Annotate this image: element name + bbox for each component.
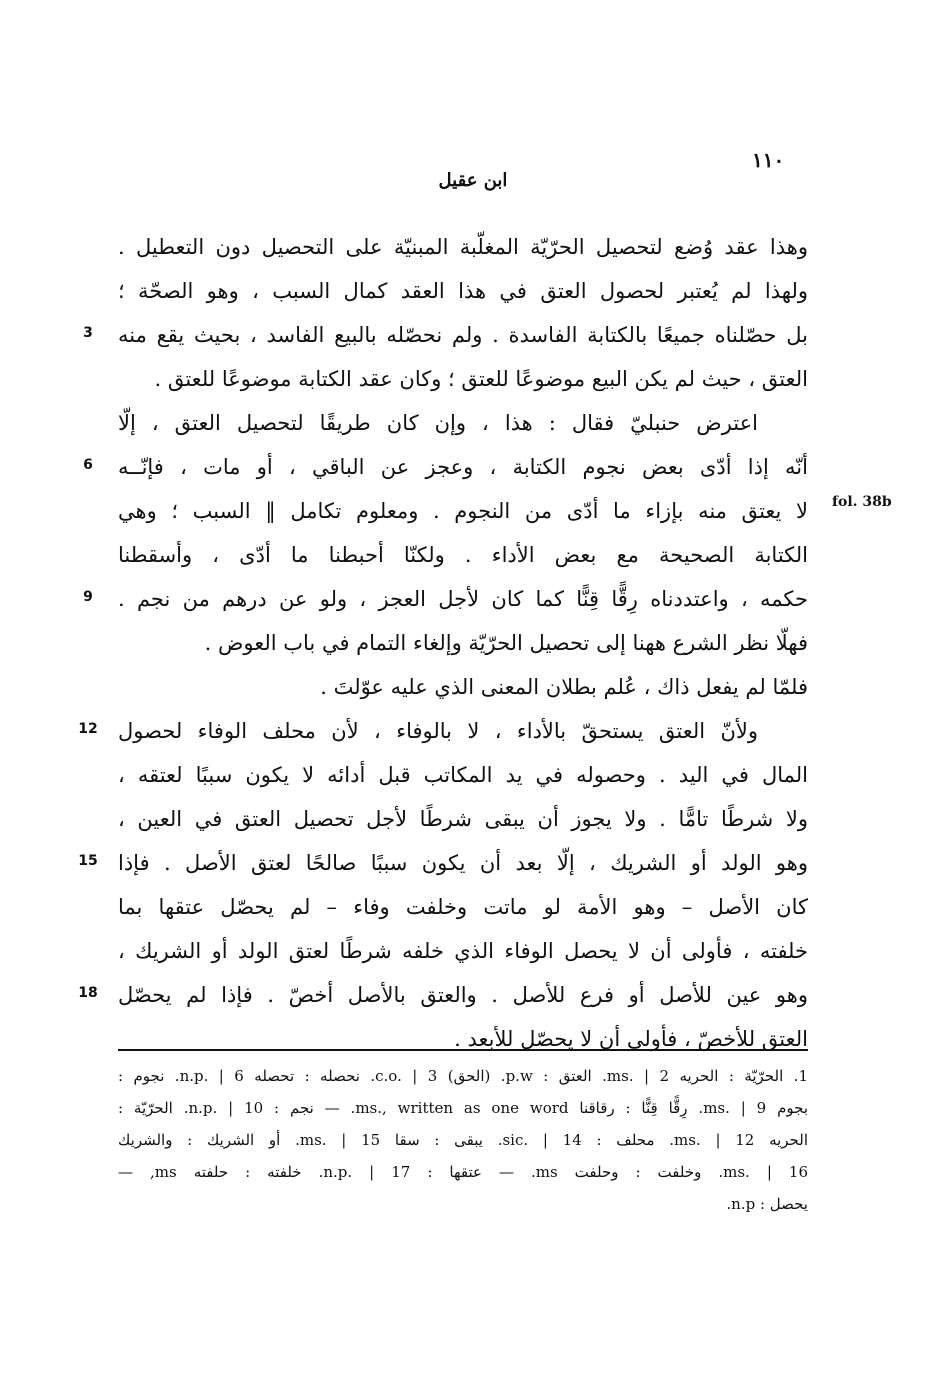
text-line: بل حصّلناه جميعًا بالكتابة الفاسدة . ولم نحصّله بالبيع الفاسد ، بحيث يقع منه (118, 323, 808, 347)
text-line: اعترض حنبليّ فقال : هذا ، وإن كان طريقًا لتحصيل العتق ، إلّا (118, 411, 758, 435)
line-number: 12 (78, 721, 98, 737)
line-number: 3 (83, 325, 93, 341)
text-line: فهلّا نظر الشرع ههنا إلى تحصيل الحرّيّة وإلغاء التمام في باب العوض . (204, 631, 808, 655)
footnotes (118, 1060, 808, 1220)
line-number: 15 (78, 853, 98, 869)
footnote-line: يحصل : n.p. (726, 1195, 808, 1213)
text-line: العتق للأخصّ ، فأولى أن لا يحصّل للأبعد . (454, 1027, 808, 1051)
folio-margin-note: fol. 38b (832, 494, 892, 510)
text-line: فلمّا لم يفعل ذاك ، عُلم بطلان المعنى الذي عليه عوّلتَ . (320, 675, 808, 699)
text-line: العتق ، حيث لم يكن البيع موضوعًا للعتق ؛ وكان عقد الكتابة موضوعًا للعتق . (154, 367, 808, 391)
text-line: كان الأصل – وهو الأمة لو ماتت وخلفت وفاء – لم يحصّل عتقها بما (118, 895, 808, 919)
footnote-line: ms. | 16. وخلفت : وحلفت ms. — عتقها : n.p. | 17. خلفته : حلفته ms, — (118, 1163, 808, 1181)
page-number: ١١٠ (752, 148, 785, 172)
text-line: وهذا عقد وُضع لتحصيل الحرّيّة المغلّبة المبنيّة على التحصيل دون التعطيل . (118, 235, 808, 259)
line-number: 9 (83, 589, 93, 605)
text-line: حكمه ، واعتددناه رِقًّا قِنًّا كما كان لأجل العجز ، ولو عن درهم من نجم . (118, 587, 808, 611)
text-line: وهو الولد أو الشريك ، إلّا بعد أن يكون سببًا صالحًا لعتق الأصل . فإذا (118, 851, 808, 875)
main-text (118, 225, 808, 1061)
text-line: لا يعتق منه بإزاء ما أدّى من النجوم . ومعلوم تكامل ‖ السبب ؛ وهي (118, 499, 808, 523)
text-line: الكتابة الصحيحة مع بعض الأداء . ولكنّا أحبطنا ما أدّى ، وأسقطنا (118, 543, 808, 567)
footnote-line: الحريه ms. | 12. محلف : sic. | 14. يبقى : سقا ms. | 15. أو الشريك : والشريك (118, 1131, 808, 1149)
text-line: ولأنّ العتق يستحقّ بالأداء ، لا بالوفاء ، لأن محلف الوفاء لحصول (118, 719, 758, 743)
footnote-divider (118, 1049, 808, 1051)
text-line: ولا شرطًا تامًّا . ولا يجوز أن يبقى شرطًا لأجل تحصيل العتق في العين ، (118, 807, 808, 831)
footnote-line: 1. الحرّيّة : الحريه ms. | 2. العتق : p.w. (الحق) c.o. | 3. نحصله : تحصله n.p. | 6. نجوم : (118, 1067, 808, 1085)
text-line: وهو عين للأصل أو فرع للأصل . والعتق بالأصل أخصّ . فإذا لم يحصّل (118, 983, 808, 1007)
text-line: خلفته ، فأولى أن لا يحصل الوفاء الذي خلفه شرطًا لعتق الولد أو الشريك ، (118, 939, 808, 963)
line-number: 6 (83, 457, 93, 473)
running-title: ابن عقيل (438, 170, 508, 191)
text-line: أنّه إذا أدّى بعض نجوم الكتابة ، وعجز عن الباقي ، أو مات ، فإنّــه (118, 455, 808, 479)
text-line: المال في اليد . وحصوله في يد المكاتب قبل أدائه لا يكون سببًا لعتقه ، (118, 763, 808, 787)
footnote-line: بجوم ms. | 9. رِقًّا قِنًّا : رقاقنا ms., written as one word. — نجم : n.p. | 10. الحرّيّة : (118, 1099, 808, 1117)
text-line: ولهذا لم يُعتبر لحصول العتق في هذا العقد كمال السبب ، وهو الصحّة ؛ (118, 279, 808, 303)
line-number: 18 (78, 985, 98, 1001)
